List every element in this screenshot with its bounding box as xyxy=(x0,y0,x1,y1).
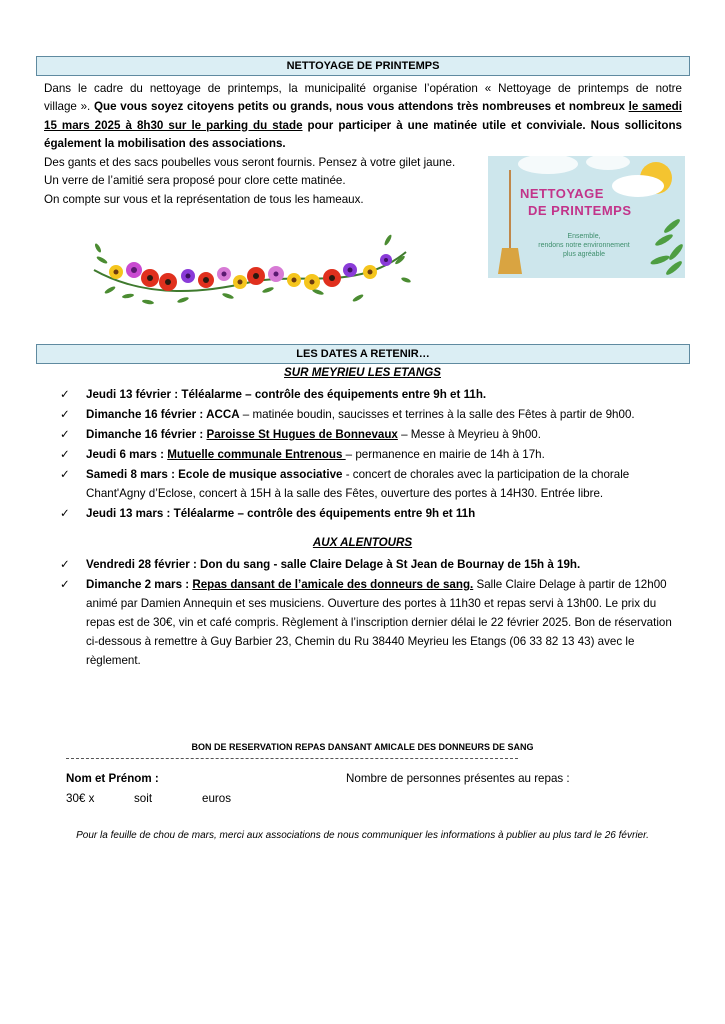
checkmark-icon: ✓ xyxy=(60,558,70,571)
event-text: Paroisse St Hugues de Bonnevaux xyxy=(206,428,398,441)
euros-label: euros xyxy=(202,792,232,805)
checkmark-icon: ✓ xyxy=(60,578,70,591)
event-item xyxy=(60,555,680,574)
event-text: Jeudi 6 mars : xyxy=(86,448,168,461)
flower-garland-image xyxy=(88,230,414,314)
banner-tagline-2: rendons notre environnement xyxy=(538,242,630,249)
event-text: Dimanche 16 février : ACCA xyxy=(86,408,240,421)
intro-line-1: Dans le cadre du nettoyage de printemps, la municipalité organise l’opération « Nettoyage de printemps de notre xyxy=(44,82,682,95)
checkmark-icon: ✓ xyxy=(60,507,70,520)
event-item xyxy=(60,425,680,444)
event-text: Salle Claire Delage à partir de 12h00 animé par Damien Annequin et ses musiciens. Ouverture des portes à 11h30 et repas servi à 13h00. Le prix du repas est de 30€, vin et café compris. Règlement à l’inscription dernier délai le 22 février 2025. Bon de réservation ci-dessous à remettre à Guy Barbier 23, Chemin du Ru 38440 Meyrieu les Etangs (06 33 82 13 43) avec le règlement. xyxy=(86,578,672,667)
intro-bold-text: Que vous soyez citoyens petits ou grands, nous vous attendons très nombreuses et nombreux xyxy=(93,100,629,114)
banner-tagline xyxy=(524,232,644,259)
reservation-form-title: BON DE RESERVATION REPAS DANSANT AMICALE DES DONNEURS DE SANG xyxy=(191,742,534,752)
event-item xyxy=(60,405,680,424)
event-text: Jeudi 13 février : Téléalarme – contrôle des équipements entre 9h et 11h. xyxy=(86,388,487,401)
section-title-nettoyage: NETTOYAGE DE PRINTEMPS xyxy=(36,56,690,76)
event-item xyxy=(60,575,680,670)
meyrieu-events-list xyxy=(60,385,680,524)
intro-paragraph xyxy=(44,80,682,153)
event-text: Repas dansant de l’amicale des donneurs de sang. xyxy=(192,578,474,591)
event-text: - concert de chorales avec la participation de la chorale Chant'Agny d’Eclose, concert à 15H à la salle des Fêtes, ouverture des portes à 14H30. Entrée libre. xyxy=(86,468,630,500)
cut-line xyxy=(66,758,518,759)
subsection-meyrieu: SUR MEYRIEU LES ETANGS xyxy=(284,366,441,379)
info-lines xyxy=(44,154,455,209)
info-line-drink: Un verre de l’amitié sera proposé pour clore cette matinée. xyxy=(44,174,346,188)
event-item xyxy=(60,445,680,464)
spring-cleaning-banner-image xyxy=(488,156,685,278)
info-line-gloves: Des gants et des sacs poubelles vous seront fournis. Pensez à votre gilet jaune. xyxy=(44,156,456,169)
banner-title-2: DE PRINTEMPS xyxy=(528,203,632,218)
event-text: Mutuelle communale Entrenous xyxy=(167,448,346,461)
event-text: Jeudi 13 mars : Téléalarme – contrôle des équipements entre 9h et 11h xyxy=(86,507,476,520)
intro-bold-text-2: pour participer à une matinée utile et conviviale. Nous sollicitons xyxy=(302,118,682,132)
event-item xyxy=(60,465,680,503)
name-label: Nom et Prénom : xyxy=(66,772,159,785)
info-line-hamlets: On compte sur vous et la représentation de tous les hameaux. xyxy=(44,192,364,206)
event-text: – permanence en mairie de 14h à 17h. xyxy=(345,448,545,461)
footer-note: Pour la feuille de chou de mars, merci aux associations de nous communiquer les informations à publier au plus tard le 26 février. xyxy=(76,830,649,841)
checkmark-icon: ✓ xyxy=(60,408,70,421)
section-title-dates: LES DATES A RETENIR… xyxy=(36,344,690,364)
persons-label: Nombre de personnes présentes au repas : xyxy=(346,772,570,785)
banner-title-1: NETTOYAGE xyxy=(520,186,604,201)
intro-line-2 xyxy=(44,98,682,116)
banner-tagline-3: plus agréable xyxy=(562,251,606,258)
intro-date-start: le samedi xyxy=(628,100,682,114)
checkmark-icon: ✓ xyxy=(60,388,70,401)
intro-date-place: 15 mars 2025 à 8h30 sur le parking du stade xyxy=(44,118,303,132)
event-text: Dimanche 16 février : xyxy=(86,428,207,441)
checkmark-icon: ✓ xyxy=(60,468,70,481)
event-text: Samedi 8 mars : Ecole de musique associative xyxy=(86,468,343,481)
soit-label: soit xyxy=(134,792,153,805)
subsection-alentours: AUX ALENTOURS xyxy=(312,536,413,549)
intro-line-4 xyxy=(44,135,682,153)
event-text: Dimanche 2 mars : xyxy=(86,578,193,591)
event-item xyxy=(60,504,680,523)
intro-text: village ». xyxy=(44,100,94,114)
checkmark-icon: ✓ xyxy=(60,448,70,461)
event-text: – Messe à Meyrieu à 9h00. xyxy=(397,428,541,441)
event-text: Vendredi 28 février : Don du sang - salle Claire Delage à St Jean de Bournay de 15h à 19h. xyxy=(86,558,581,571)
event-item xyxy=(60,385,680,404)
checkmark-icon: ✓ xyxy=(60,428,70,441)
event-text: – matinée boudin, saucisses et terrines à la salle des Fêtes à partir de 9h00. xyxy=(239,408,635,421)
intro-associations: également la mobilisation des associations. xyxy=(44,136,286,150)
intro-line-3 xyxy=(44,117,682,135)
banner-tagline-1: Ensemble, xyxy=(567,233,601,240)
price-label: 30€ x xyxy=(66,792,95,805)
alentours-events-list xyxy=(60,555,680,671)
